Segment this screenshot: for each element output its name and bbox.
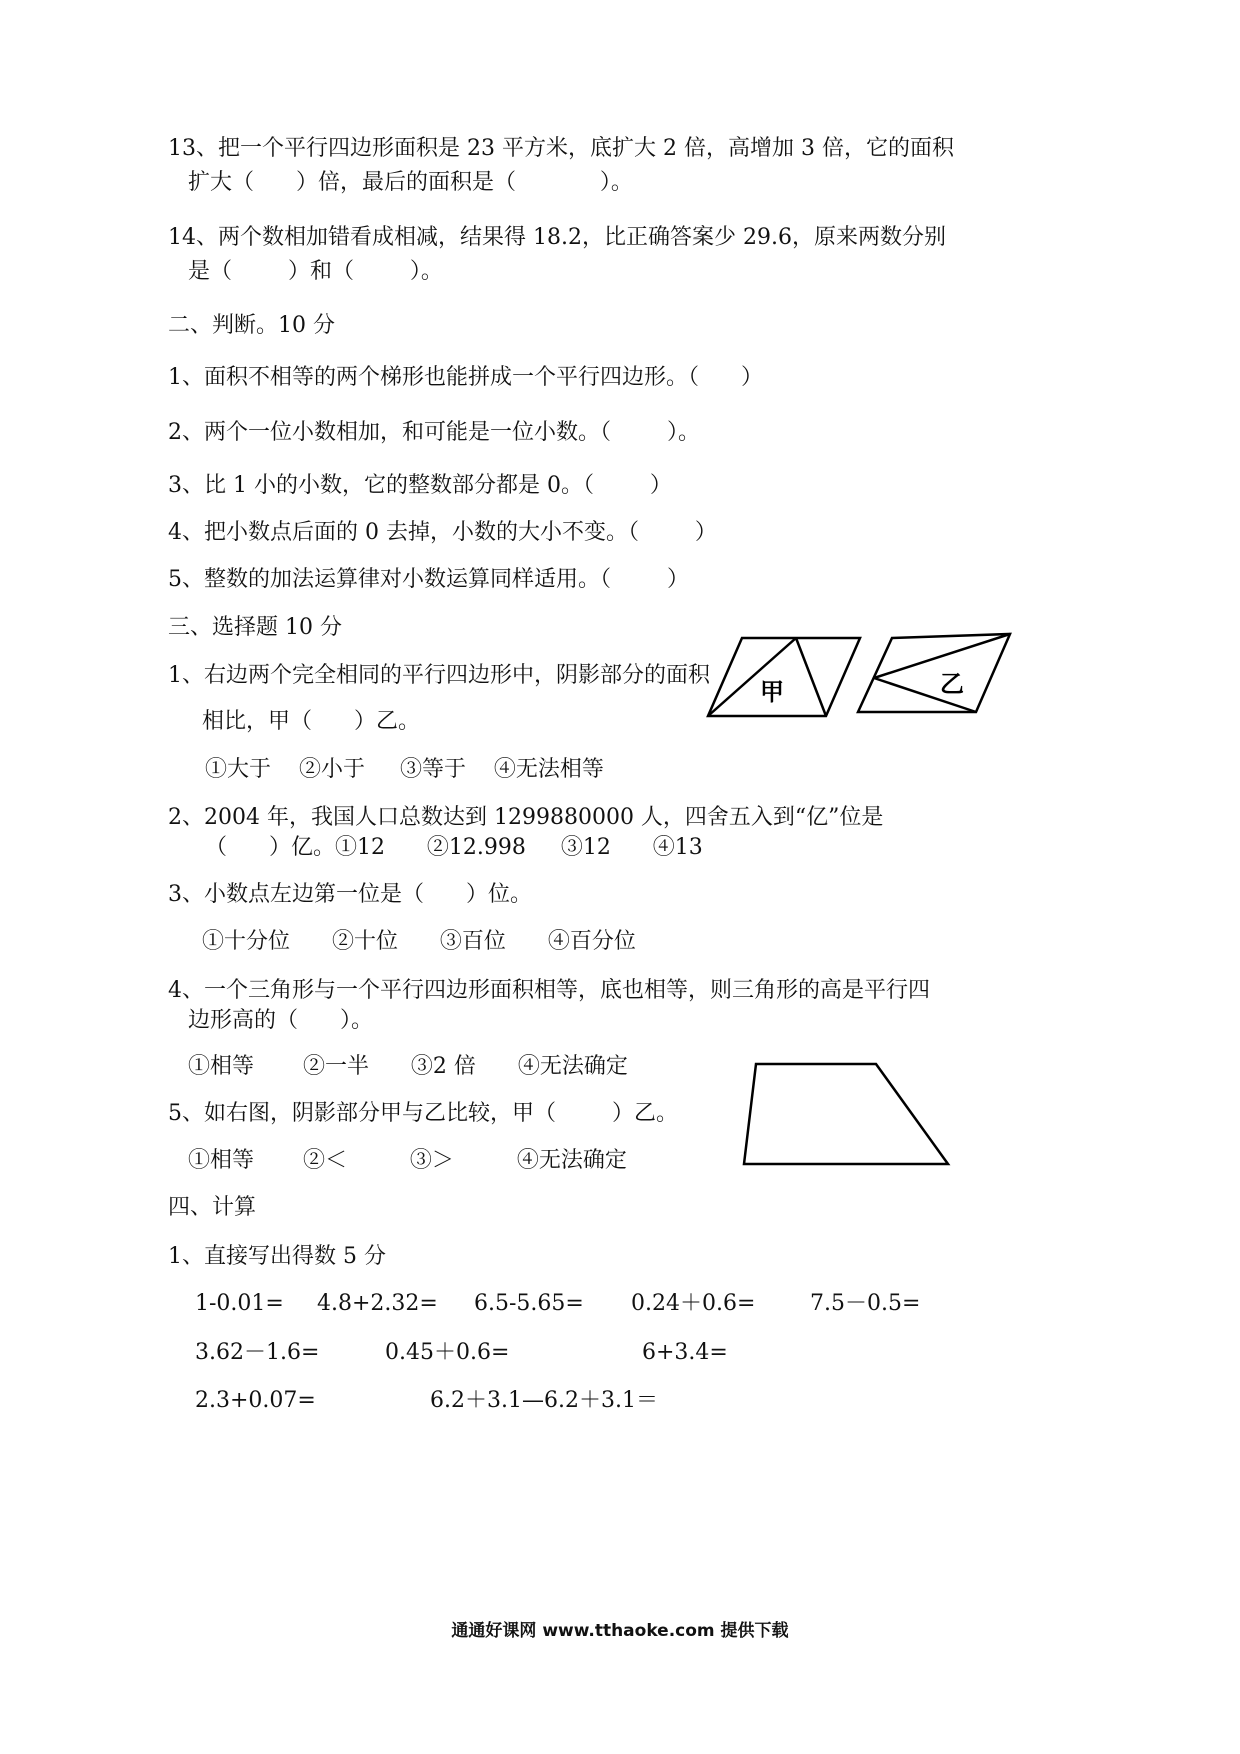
choice-q2-line1: 2、2004 年，我国人口总数达到 1299880000 人，四舍五入到“亿”位是 <box>168 805 884 830</box>
choice-q4-line2: 边形高的（ ）。 <box>188 1008 373 1033</box>
calc-r2-1: 3.62－1.6= <box>195 1340 320 1365</box>
footer-download-note: 通通好课网 www.tthaoke.com 提供下载 <box>451 1621 789 1641</box>
calc-r2-2: 0.45＋0.6= <box>385 1340 510 1365</box>
label-jia: 甲 <box>760 678 784 706</box>
choice-q3-options: ①十分位 ②十位 ③百位 ④百分位 <box>202 929 636 954</box>
choice-q1-line2: 相比，甲（ ）乙。 <box>202 709 420 734</box>
parallelogram-yi <box>858 634 1010 712</box>
q14-line1: 14、两个数相加错看成相减，结果得 18.2，比正确答案少 29.6，原来两数分别 <box>168 225 946 250</box>
calc-r2-3: 6+3.4= <box>642 1340 728 1365</box>
calc-r1-3: 6.5-5.65= <box>474 1291 584 1316</box>
q13-line1: 13、把一个平行四边形面积是 23 平方米，底扩大 2 倍，高增加 3 倍，它的面积 <box>168 136 954 161</box>
choice-q1-options: ①大于 ②小于 ③等于 ④无法相等 <box>205 757 604 782</box>
choice-q3-line1: 3、小数点左边第一位是（ ）位。 <box>168 882 532 907</box>
parallelogram-figures <box>700 630 1020 730</box>
judge-item-5: 5、整数的加法运算律对小数运算同样适用。（ ） <box>168 567 689 592</box>
choice-q4-options: ①相等 ②一半 ③2 倍 ④无法确定 <box>188 1054 628 1079</box>
choice-q5-line1: 5、如右图，阴影部分甲与乙比较，甲（ ）乙。 <box>168 1101 678 1126</box>
section4-title: 四、计算 <box>168 1195 257 1220</box>
choice-q4-line1: 4、一个三角形与一个平行四边形面积相等，底也相等，则三角形的高是平行四 <box>168 978 930 1003</box>
judge-item-3: 3、比 1 小的小数，它的整数部分都是 0。（ ） <box>168 473 672 498</box>
label-yi: 乙 <box>940 670 964 698</box>
parallelogram-jia <box>708 638 860 716</box>
calc-r1-5: 7.5－0.5= <box>810 1291 921 1316</box>
q13-line2: 扩大（ ）倍，最后的面积是（ ）。 <box>188 170 633 195</box>
calc-sub1-title: 1、直接写出得数 5 分 <box>168 1244 386 1269</box>
section2-title: 二、判断。10 分 <box>168 313 335 338</box>
judge-item-4: 4、把小数点后面的 0 去掉，小数的大小不变。（ ） <box>168 520 717 545</box>
section3-title: 三、选择题 10 分 <box>168 615 342 640</box>
calc-r3-1: 2.3+0.07= <box>195 1388 316 1413</box>
calc-r1-2: 4.8+2.32= <box>317 1291 438 1316</box>
calc-r1-4: 0.24＋0.6= <box>631 1291 756 1316</box>
judge-item-2: 2、两个一位小数相加，和可能是一位小数。（ ）。 <box>168 420 700 445</box>
q14-line2: 是（ ）和（ ）。 <box>188 259 443 284</box>
trapezoid-figure <box>738 1058 958 1178</box>
choice-q5-options: ①相等 ②＜ ③＞ ④无法确定 <box>188 1148 627 1173</box>
choice-q1-line1: 1、右边两个完全相同的平行四边形中，阴影部分的面积 <box>168 663 710 688</box>
judge-item-1: 1、面积不相等的两个梯形也能拼成一个平行四边形。（ ） <box>168 365 763 390</box>
calc-r3-2: 6.2＋3.1—6.2＋3.1＝ <box>430 1388 658 1413</box>
calc-r1-1: 1-0.01= <box>195 1291 284 1316</box>
choice-q2-line2: （ ）亿。①12 ②12.998 ③12 ④13 <box>205 835 703 860</box>
